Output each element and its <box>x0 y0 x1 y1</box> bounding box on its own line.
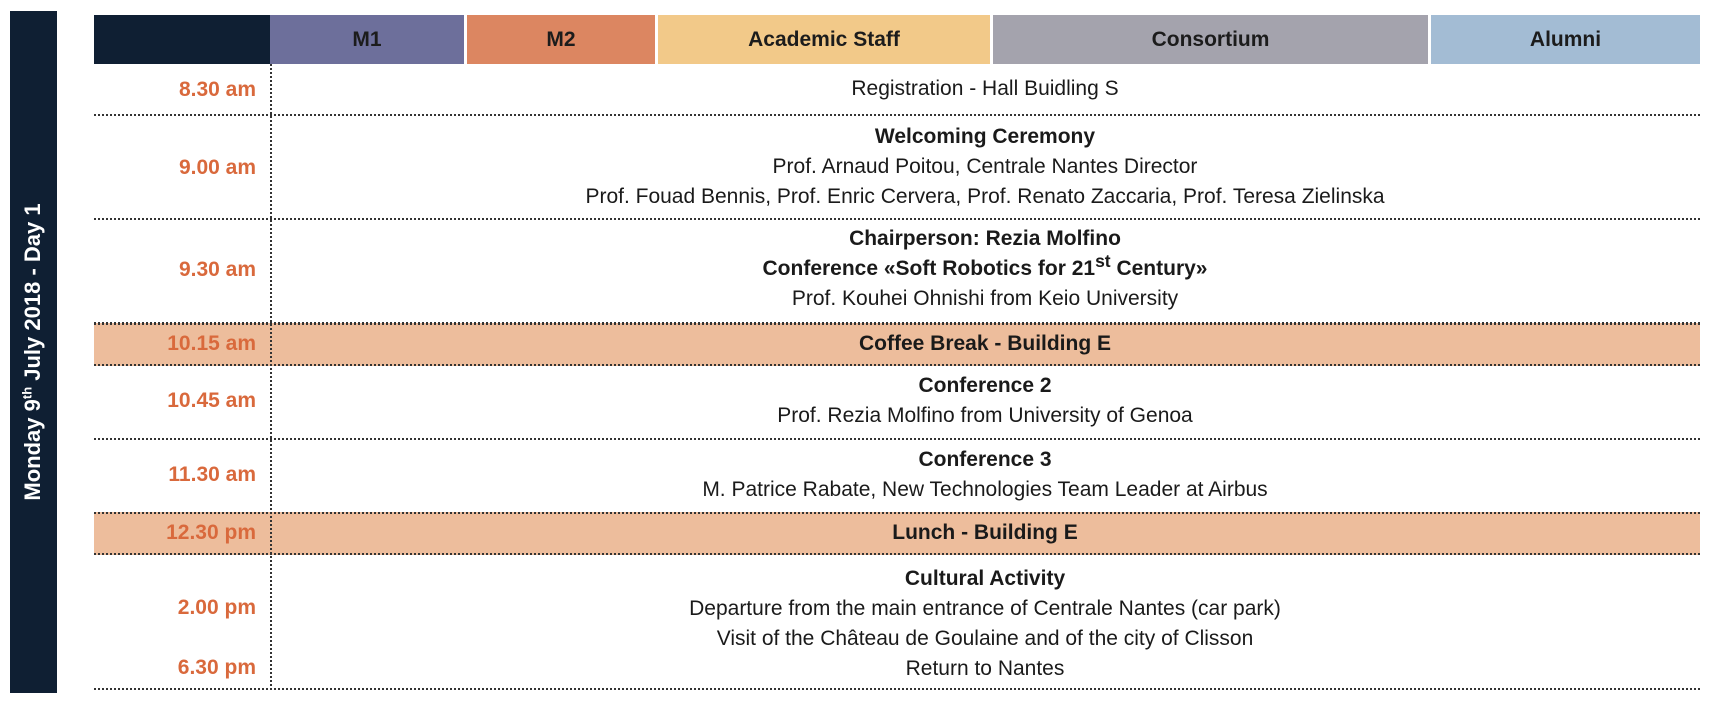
schedule-row-lunch <box>94 512 1700 555</box>
header-m2: M2 <box>467 15 655 64</box>
row-time: 11.30 am <box>168 463 256 486</box>
header-blank <box>94 15 270 64</box>
row-time-end: 6.30 pm <box>177 656 256 679</box>
time-column-divider <box>270 64 272 690</box>
schedule-row-welcoming <box>94 116 1700 220</box>
row-content: Conference 2 Prof. Rezia Molfino from University of Genoa <box>777 374 1193 427</box>
row-content: Welcoming Ceremony Prof. Arnaud Poitou, Centrale Nantes Director Prof. Fouad Bennis, Prof. Enric Cervera, Prof. Renato Zaccaria, Prof. Teresa Zielinska <box>585 125 1385 208</box>
row-time: 12.30 pm <box>166 521 256 544</box>
row-content: Registration - Hall Buidling S <box>851 77 1119 100</box>
row-content: Chairperson: Rezia Molfino Conference «Soft Robotics for 21st Century» Prof. Kouhei Ohnishi from Keio University <box>762 227 1208 310</box>
row-time-start: 2.00 pm <box>177 596 256 619</box>
header-row <box>94 15 1700 64</box>
header-alumni: Alumni <box>1431 15 1700 64</box>
header-m1: M1 <box>270 15 464 64</box>
schedule-row-conference-3 <box>94 440 1700 514</box>
schedule-row-registration <box>94 64 1700 116</box>
header-consortium: Consortium <box>993 15 1428 64</box>
schedule-row-conference-1 <box>94 220 1700 324</box>
row-time: 9.00 am <box>178 156 256 179</box>
schedule-row-coffee-break <box>94 323 1700 366</box>
schedule-row-cultural-activity <box>94 555 1700 690</box>
row-time: 10.45 am <box>167 389 256 412</box>
row-time: 9.30 am <box>178 258 256 281</box>
row-content: Coffee Break - Building E <box>858 332 1112 355</box>
header-academic-staff: Academic Staff <box>658 15 990 64</box>
row-time: 8.30 am <box>178 78 256 101</box>
row-content: Conference 3 M. Patrice Rabate, New Technologies Team Leader at Airbus <box>702 448 1268 501</box>
row-content: Cultural Activity Departure from the main entrance of Centrale Nantes (car park) Visit of the Château de Goulaine and of the city of Clisson Return to Nantes <box>689 567 1281 680</box>
day-title: Monday 9th July 2018 - Day 1 <box>19 203 45 501</box>
schedule-row-conference-2 <box>94 366 1700 440</box>
row-time: 10.15 am <box>167 332 256 355</box>
row-content: Lunch - Building E <box>892 521 1078 544</box>
